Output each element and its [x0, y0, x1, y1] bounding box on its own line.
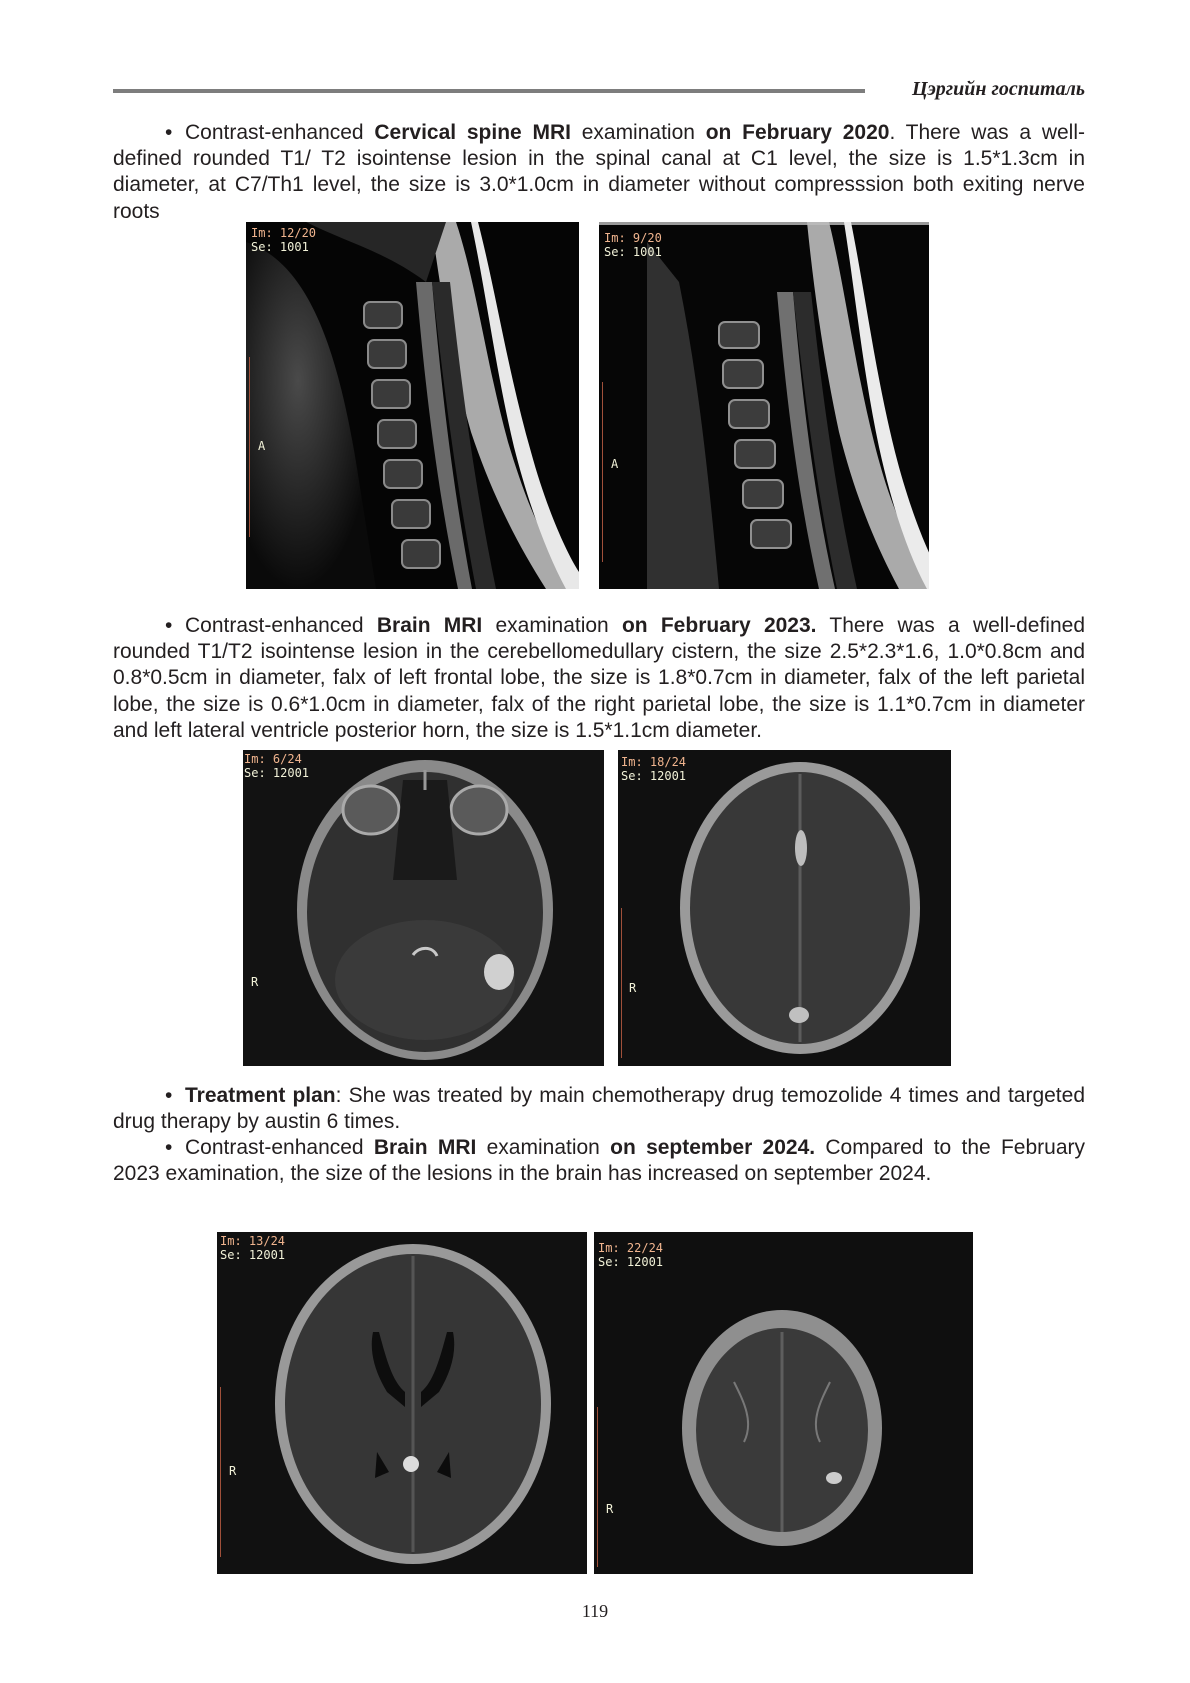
orientation-label: R: [251, 975, 259, 989]
mri-axial-brain-graphic: [243, 750, 604, 1066]
series-label: Se: 12001: [621, 769, 687, 783]
mri-overlay-text: [244, 752, 309, 780]
mri-axial-brain-graphic: [217, 1232, 587, 1574]
series-label: Se: 1001: [604, 245, 662, 259]
page-number: 119: [581, 1601, 609, 1621]
image-number-label: Im: 9/20: [604, 231, 662, 245]
mri-image-brain-1: [243, 750, 604, 1066]
mri-overlay-text: [598, 1241, 663, 1269]
journal-name: Цэргийн госпиталь: [911, 78, 1085, 100]
paragraph-brain-mri-2024: • Contrast-enhanced Brain MRI examination on september 2024. Compared to the February 2023 examination, the size of the lesions in the brain has increased on september 2024.: [113, 1136, 1085, 1186]
mri-overlay-text: [604, 231, 662, 259]
header-rule: [113, 89, 865, 93]
mri-image-brain-3: [217, 1232, 587, 1574]
orientation-label: A: [258, 439, 266, 453]
mri-image-brain-2: [618, 750, 951, 1066]
orientation-label: R: [229, 1464, 237, 1478]
series-label: Se: 12001: [598, 1255, 664, 1269]
image-number-label: Im: 13/24: [220, 1234, 286, 1248]
mri-overlay-text: [220, 1234, 285, 1262]
scale-bar: [249, 357, 250, 537]
paragraph-cervical-mri: • Contrast-enhanced Cervical spine MRI examination on February 2020. There was a well-defined rounded T1/ T2 isointense lesion in the spinal canal at C1 level, the size is 1.5*1.3cm in diameter, at C7/Th1 level, the size is 3.0*1.0cm in diameter without compresssion both exiting nerve roots: [113, 121, 1085, 223]
mri-sagittal-spine-graphic: [246, 222, 579, 589]
mri-axial-brain-graphic: [618, 750, 951, 1066]
mri-overlay-text: [251, 226, 316, 254]
series-label: Se: 1001: [251, 240, 309, 254]
paragraph-brain-mri-2023: • Contrast-enhanced Brain MRI examination on February 2023. There was a well-defined rounded T1/T2 isointense lesion in the cerebellomedullary cistern, the size 2.5*2.3*1.6, 1.0*0.8cm and 0.8*0.5cm in diameter, falx of left frontal lobe, the size is 1.8*0.7cm in diameter, falx of the left parietal lobe, the size is 0.6*1.0cm in diameter, falx of the right parietal lobe, the size is 1.1*0.7cm in diameter and left lateral ventricle posterior horn, the size is 1.5*1.1cm diameter.: [113, 614, 1086, 742]
mri-axial-brain-graphic: [594, 1232, 973, 1574]
scale-bar: [597, 1407, 598, 1567]
mri-image-cervical-2: [599, 222, 949, 589]
mri-image-brain-4: [594, 1232, 973, 1574]
scale-bar: [621, 908, 622, 1058]
paragraph-treatment-plan: • Treatment plan: She was treated by main chemotherapy drug temozolide 4 times and targeted drug therapy by austin 6 times.: [113, 1084, 1085, 1134]
orientation-label: R: [606, 1502, 614, 1516]
bullet-icon: •: [165, 1136, 173, 1159]
image-number-label: Im: 22/24: [598, 1241, 664, 1255]
bullet-icon: •: [165, 1084, 173, 1107]
bullet-icon: •: [165, 121, 173, 144]
orientation-label: R: [629, 981, 637, 995]
mri-image-cervical-1: [246, 222, 579, 589]
series-label: Se: 12001: [220, 1248, 286, 1262]
mri-overlay-text: [621, 755, 686, 783]
series-label: Se: 12001: [244, 766, 310, 780]
image-number-label: Im: 6/24: [244, 752, 302, 766]
mri-sagittal-spine-graphic: [599, 222, 949, 589]
bullet-icon: •: [165, 614, 173, 637]
scale-bar: [220, 1387, 221, 1557]
image-number-label: Im: 18/24: [621, 755, 687, 769]
image-number-label: Im: 12/20: [251, 226, 317, 240]
orientation-label: A: [611, 457, 619, 471]
scale-bar: [602, 382, 603, 562]
